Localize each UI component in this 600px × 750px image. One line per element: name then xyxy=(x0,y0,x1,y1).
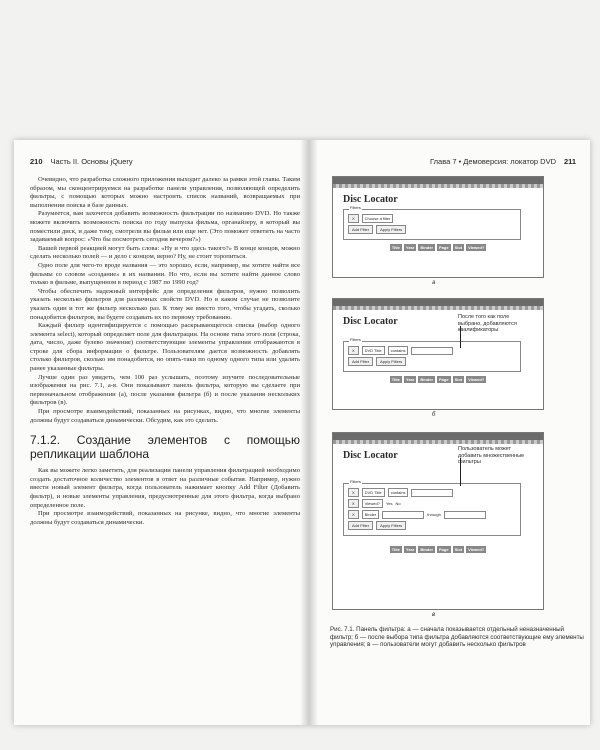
column-binder: Binder xyxy=(420,245,433,250)
range-to-input[interactable] xyxy=(444,511,486,519)
filter-select[interactable]: Viewed? xyxy=(362,499,383,508)
remove-filter-button[interactable]: X xyxy=(348,488,359,497)
book-spread xyxy=(14,140,590,725)
filter-select[interactable]: Choose a filter xyxy=(362,214,394,223)
paragraph: Очевидно, что разработка сложного приложения выходит далеко за рамки этой главы. Таким образом, мы сконцентрируемся на разработке панели управления, позволяющей определить фильтры, с помощью которых можно настроить список названий, возвращаемых при выполнении поиска в базе данных. xyxy=(30,176,300,209)
callout-c-arrow xyxy=(460,458,461,486)
figure-label-a: а xyxy=(432,280,436,286)
figure-caption: Рис. 7.1. Панель фильтра: а — сначала показывается отдельный неназначенный фильтр; б — после выбора типа фильтра добавляются соответствующие ему элементы управления; в — пользователи могут добавить несколько фильтров xyxy=(330,626,584,648)
results-header xyxy=(333,546,543,553)
paragraph: Вашей первой реакцией могут быть слова: «Ну и что здесь такого?» В конце концов, можно сделать несколько полей — и дело с концом, верно? Ну, не стоит торопиться. xyxy=(30,244,300,261)
filter-value-input[interactable] xyxy=(411,489,453,497)
paragraph: Разумеется, вам захочется добавить возможность фильтрации по названию DVD. Но также можете включить возможность поиска по году выпуска фильма, органайзеру, в который вы поместили диск, и даже тому, смотрели вы фильм или еще нет. (Это поможет ответить на часто задаваемый вопрос: «Что бы посмотреть сегодня вечером?») xyxy=(30,210,300,244)
window-titlebar xyxy=(333,299,543,306)
callout-c: Пользователь может добавить множественные фильтры xyxy=(458,446,525,465)
column-slot: Slot xyxy=(454,547,463,552)
add-filter-button[interactable]: Add Filter xyxy=(348,225,373,234)
radio-yes[interactable]: Yes xyxy=(385,501,393,506)
paragraph: Одно поле для чего-то вроде названия — это хорошо, если, например, вы хотите найти все фильмы со словом «создание» в их названии. Но что, если вы хотите найти данное слово только в фильме, выпущенном в период с 1987 по 1990 год? xyxy=(30,261,300,287)
column-binder: Binder xyxy=(420,547,433,552)
qualifier-select[interactable]: contains xyxy=(388,488,409,497)
window-titlebar xyxy=(333,433,543,440)
filters-legend: Filters xyxy=(350,479,361,484)
figure-label-b: б xyxy=(432,412,436,418)
app-logo: Disc Locator xyxy=(343,316,398,327)
window-toolbar xyxy=(333,184,543,188)
right-running-title: Глава 7 • Демоверсия: локатор DVD xyxy=(430,157,556,166)
filters-legend: Filters xyxy=(350,205,361,210)
column-year: Year xyxy=(405,547,415,552)
left-page-number: 210 xyxy=(30,157,43,166)
paragraph: При просмотре взаимодействий, показанных на рисунке, видно, что многие элементы должны будут создаваться динамически. xyxy=(30,510,300,526)
column-slot: Slot xyxy=(454,377,463,382)
results-header xyxy=(333,244,543,251)
filters-panel xyxy=(343,479,521,536)
column-viewed: Viewed? xyxy=(468,547,485,552)
callout-b-arrow xyxy=(460,326,461,348)
right-page xyxy=(310,140,590,725)
filter-select[interactable]: DVD Title xyxy=(362,346,385,355)
filters-legend: Filters xyxy=(350,337,361,342)
remove-filter-button[interactable]: X xyxy=(348,510,359,519)
column-viewed: Viewed? xyxy=(468,377,485,382)
range-from-input[interactable] xyxy=(382,511,424,519)
window-toolbar xyxy=(333,440,543,444)
remove-filter-button[interactable]: X xyxy=(348,499,359,508)
paragraph: Чтобы обеспечить надежный интерфейс для определения фильтров, нужно позволить указать несколько фильтров для различных свойств DVD. Но в каком случае не позволите указать один и тот же фильтр несколько раз. К тому же вместо того, чтобы угадать, сколько понадобится фильтров, вы будете создавать их по первому требованию. xyxy=(30,287,300,321)
section-heading: 7.1.2. Создание элементов с помощью репликации шаблона xyxy=(30,433,300,462)
filters-panel xyxy=(343,337,521,372)
app-logo: Disc Locator xyxy=(343,450,398,461)
paragraph: Каждый фильтр идентифицируется с помощью раскрывающегося списка (выбор одного элемента select), который определяет поле для фильтрации. На основе типа этого поля (строка, дата, число, даже булево значение) соответствующие элементы управления отображаются в строке для сбора информации о фильтре. Пользователям дается возможность добавлять столько фильтров, сколько им понадобится, но опять-таки по одному одного типа или удалять ранее указанные фильтры. xyxy=(30,322,300,373)
filters-panel xyxy=(343,205,521,240)
filter-select[interactable]: DVD Title xyxy=(362,488,385,497)
filter-select[interactable]: Binder xyxy=(362,510,380,519)
radio-no[interactable]: No xyxy=(395,501,401,506)
column-title: Title xyxy=(391,547,400,552)
qualifier-select[interactable]: contains xyxy=(388,346,409,355)
through-label: through xyxy=(427,512,441,517)
filter-value-input[interactable] xyxy=(411,347,453,355)
left-page xyxy=(14,140,304,725)
column-viewed: Viewed? xyxy=(468,245,485,250)
right-page-number: 211 xyxy=(564,157,577,166)
column-page: Page xyxy=(439,245,449,250)
app-logo: Disc Locator xyxy=(343,194,398,205)
results-header xyxy=(333,376,543,383)
left-body-text xyxy=(30,176,300,527)
apply-filters-button[interactable]: Apply Filters xyxy=(376,357,406,366)
column-binder: Binder xyxy=(420,377,433,382)
column-page: Page xyxy=(439,547,449,552)
remove-filter-button[interactable]: X xyxy=(348,346,359,355)
left-running-title: Часть II. Основы jQuery xyxy=(50,157,133,166)
add-filter-button[interactable]: Add Filter xyxy=(348,521,373,530)
column-year: Year xyxy=(405,377,415,382)
window-toolbar xyxy=(333,306,543,310)
column-title: Title xyxy=(391,377,400,382)
add-filter-button[interactable]: Add Filter xyxy=(348,357,373,366)
window-titlebar xyxy=(333,177,543,184)
column-title: Title xyxy=(391,245,400,250)
column-slot: Slot xyxy=(454,245,463,250)
figure-label-c: в xyxy=(432,612,436,618)
right-running-head xyxy=(430,157,576,166)
column-page: Page xyxy=(439,377,449,382)
paragraph: Лучше один раз увидеть, чем 100 раз услышать, поэтому изучите последовательные изображения на рис. 7.1, а-в. Они показывают панель фильтра, которую вы сделаете при первоначальном отображении (а), после указания фильтра (б) и после указания нескольких фильтров (в). xyxy=(30,373,300,407)
paragraph: При просмотре взаимодействий, показанных на рисунках, видно, что многие элементы должны будут создаваться динамически. Обсудим, как это сделать. xyxy=(30,408,300,424)
apply-filters-button[interactable]: Apply Filters xyxy=(376,521,406,530)
remove-filter-button[interactable]: X xyxy=(348,214,359,223)
figure-a-screenshot xyxy=(332,176,544,278)
left-running-head xyxy=(30,157,133,166)
column-year: Year xyxy=(405,245,415,250)
paragraph: Как вы можете легко заметить, для реализации панели управления фильтрацией необходимо создать достаточное количество элементов в ответ на различные события. Например, нужно ввести новый элемент фильтра, когда пользователь нажимает кнопку Add Filter (Добавить фильтр), и новые элементы управления, предусмотренные для этого фильтра, когда выбрано определенное поле. xyxy=(30,467,300,509)
apply-filters-button[interactable]: Apply Filters xyxy=(376,225,406,234)
callout-b: После того как поле выбрано, добавляются квалификаторы xyxy=(458,314,517,333)
